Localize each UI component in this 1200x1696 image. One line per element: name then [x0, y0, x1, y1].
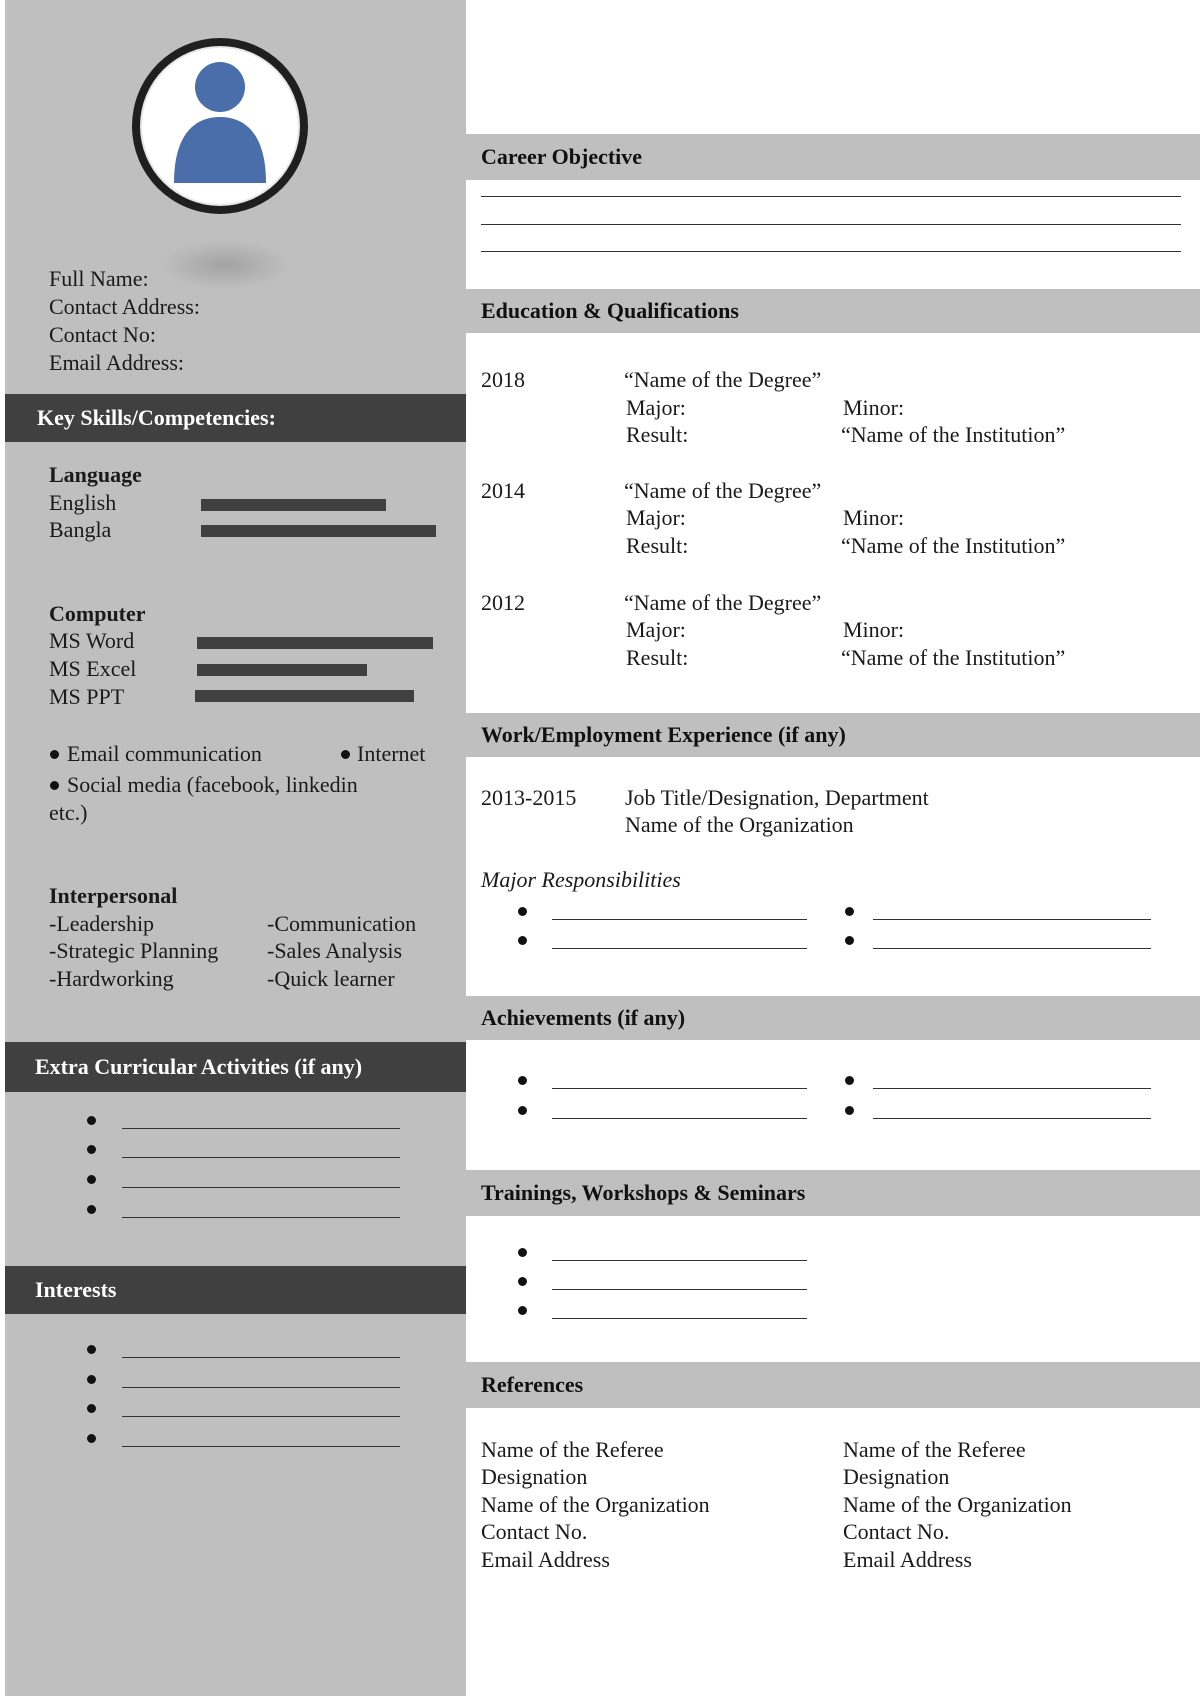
bullet-icon [87, 1345, 96, 1354]
contact-no-label: Contact No: [49, 322, 156, 347]
blank-line [552, 1289, 807, 1290]
education-title: Education & Qualifications [481, 298, 739, 323]
blank-line [122, 1157, 400, 1158]
skill-bangla-label: Bangla [49, 517, 112, 542]
education-minor: Minor: [843, 505, 905, 530]
work-job-title: Job Title/Designation, Department [625, 785, 929, 810]
bullet-icon [518, 1277, 527, 1286]
skill-email-communication: Email communication [67, 741, 262, 766]
photo-shadow [160, 240, 290, 290]
education-result: Result: [626, 422, 689, 447]
skill-english-bar [201, 499, 386, 511]
skill-msexcel-label: MS Excel [49, 656, 137, 681]
bullet-icon [845, 1106, 854, 1115]
achievements-band [466, 996, 1200, 1040]
skill-msppt-label: MS PPT [49, 684, 125, 709]
education-institution: “Name of the Institution” [841, 422, 1066, 447]
referee-name: Name of the Referee [843, 1437, 1026, 1462]
major-responsibilities-label: Major Responsibilities [481, 867, 681, 892]
referee-designation: Designation [481, 1464, 588, 1489]
blank-line [481, 224, 1181, 225]
education-minor: Minor: [843, 395, 905, 420]
blank-line [481, 196, 1181, 197]
referee-email: Email Address [481, 1547, 610, 1572]
bullet-icon [87, 1145, 96, 1154]
trainings-title: Trainings, Workshops & Seminars [481, 1180, 806, 1205]
work-organization: Name of the Organization [625, 812, 854, 837]
referee-organization: Name of the Organization [843, 1492, 1072, 1517]
blank-line [552, 948, 807, 949]
bullet-icon [87, 1116, 96, 1125]
bullet-icon [87, 1375, 96, 1384]
blank-line [552, 1318, 807, 1319]
references-title: References [481, 1372, 584, 1397]
education-year: 2012 [481, 590, 525, 615]
extra-curricular-title: Extra Curricular Activities (if any) [35, 1054, 363, 1079]
blank-line [552, 1260, 807, 1261]
blank-line [122, 1128, 400, 1129]
blank-line [552, 1088, 807, 1089]
education-major: Major: [626, 617, 686, 642]
bullet-icon [518, 936, 527, 945]
blank-line [122, 1387, 400, 1388]
skill-social-media-cont: etc.) [49, 800, 88, 825]
interests-title: Interests [35, 1277, 117, 1302]
bullet-icon [87, 1434, 96, 1443]
bullet-icon [87, 1205, 96, 1214]
blank-line [552, 919, 807, 920]
blank-line [873, 1118, 1151, 1119]
bullet-icon [341, 750, 350, 759]
blank-line [552, 1118, 807, 1119]
achievements-title: Achievements (if any) [481, 1005, 686, 1030]
skill-msword-label: MS Word [49, 628, 135, 653]
skill-internet: Internet [357, 741, 426, 766]
bullet-icon [87, 1175, 96, 1184]
bullet-icon [518, 1106, 527, 1115]
referee-organization: Name of the Organization [481, 1492, 710, 1517]
trainings-band [466, 1170, 1200, 1216]
career-objective-title: Career Objective [481, 144, 643, 169]
bullet-icon [845, 1076, 854, 1085]
education-degree: “Name of the Degree” [624, 590, 822, 615]
interests-band [5, 1266, 466, 1314]
bullet-icon [518, 907, 527, 916]
bullet-icon [50, 750, 59, 759]
references-band [466, 1362, 1200, 1408]
bullet-icon [518, 1306, 527, 1315]
bullet-icon [845, 907, 854, 916]
interpersonal-right-item: -Quick learner [267, 966, 395, 991]
contact-address-label: Contact Address: [49, 294, 200, 319]
computer-heading: Computer [49, 601, 146, 626]
career-objective-band [466, 134, 1200, 180]
blank-line [873, 1088, 1151, 1089]
blank-line [122, 1446, 400, 1447]
interpersonal-left-item: -Hardworking [49, 966, 174, 991]
education-band [466, 289, 1200, 333]
referee-contact: Contact No. [843, 1519, 950, 1544]
work-period: 2013-2015 [481, 785, 577, 810]
bullet-icon [518, 1076, 527, 1085]
work-experience-band [466, 713, 1200, 757]
referee-name: Name of the Referee [481, 1437, 664, 1462]
referee-designation: Designation [843, 1464, 950, 1489]
education-institution: “Name of the Institution” [841, 533, 1066, 558]
education-degree: “Name of the Degree” [624, 478, 822, 503]
interpersonal-right-item: -Sales Analysis [267, 938, 403, 963]
key-skills-band [5, 394, 466, 442]
education-minor: Minor: [843, 617, 905, 642]
interpersonal-left-item: -Strategic Planning [49, 938, 219, 963]
education-result: Result: [626, 533, 689, 558]
interpersonal-left-item: -Leadership [49, 911, 155, 936]
full-name-label: Full Name: [49, 266, 149, 291]
user-avatar-icon [124, 35, 316, 217]
skill-bangla-bar [201, 525, 436, 537]
education-year: 2014 [481, 478, 525, 503]
email-address-label: Email Address: [49, 350, 185, 375]
work-experience-title: Work/Employment Experience (if any) [481, 722, 846, 747]
skill-social-media: Social media (facebook, linkedin [67, 772, 358, 797]
education-major: Major: [626, 395, 686, 420]
blank-line [122, 1357, 400, 1358]
bullet-icon [50, 781, 59, 790]
blank-line [122, 1416, 400, 1417]
blank-line [122, 1187, 400, 1188]
interpersonal-right-item: -Communication [267, 911, 417, 936]
education-result: Result: [626, 645, 689, 670]
education-degree: “Name of the Degree” [624, 367, 822, 392]
interpersonal-heading: Interpersonal [49, 883, 178, 908]
key-skills-title: Key Skills/Competencies: [37, 405, 276, 430]
blank-line [122, 1217, 400, 1218]
blank-line [873, 919, 1151, 920]
bullet-icon [845, 936, 854, 945]
extra-curricular-band [5, 1042, 466, 1092]
bullet-icon [518, 1248, 527, 1257]
bullet-icon [87, 1404, 96, 1413]
referee-contact: Contact No. [481, 1519, 588, 1544]
skill-msword-bar [197, 637, 433, 649]
skill-msppt-bar [195, 690, 414, 702]
education-year: 2018 [481, 367, 525, 392]
referee-email: Email Address [843, 1547, 972, 1572]
skill-english-label: English [49, 490, 117, 515]
skill-msexcel-bar [197, 664, 367, 676]
blank-line [873, 948, 1151, 949]
language-heading: Language [49, 462, 142, 487]
blank-line [481, 251, 1181, 252]
education-major: Major: [626, 505, 686, 530]
education-institution: “Name of the Institution” [841, 645, 1066, 670]
